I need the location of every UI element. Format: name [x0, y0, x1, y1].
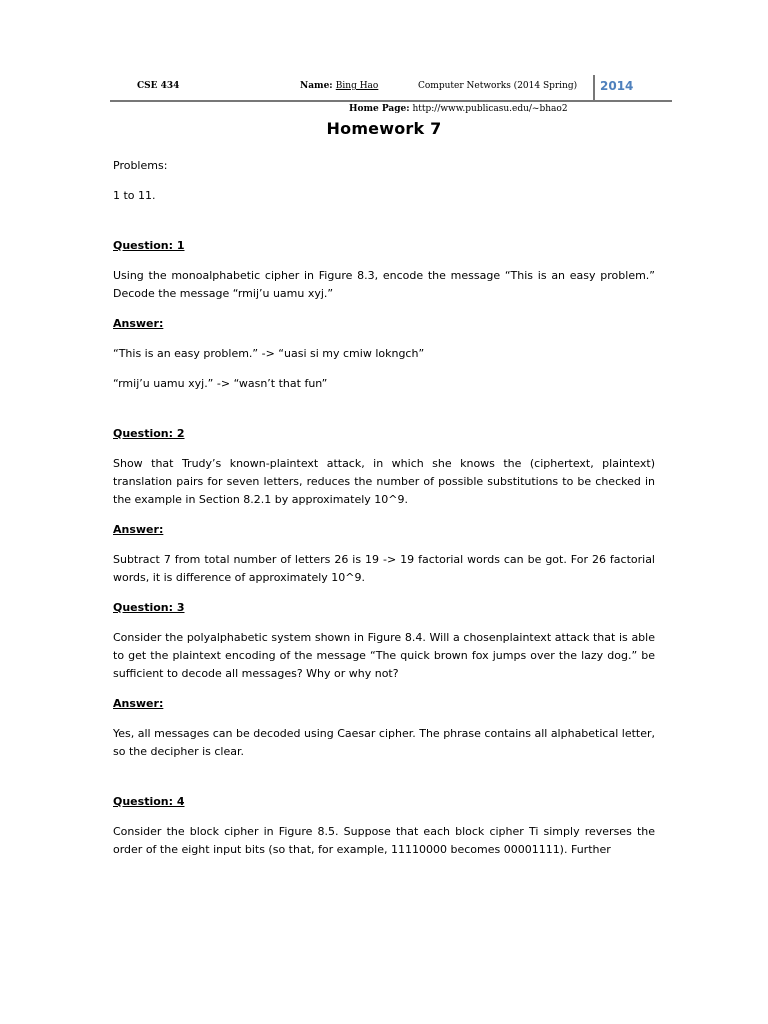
answer-2-label: Answer:	[113, 523, 164, 536]
answer-2-line: Subtract 7 from total number of letters 26 is 19 -> 19 factorial words can be got. For 26 factorial words, it is difference of approximately 10^9.	[113, 553, 655, 584]
question-4-text: Consider the block cipher in Figure 8.5. Suppose that each block cipher Ti simply reverses the order of the eight input bits (so that, for example, 11110000 becomes 00001111). Further	[113, 825, 655, 856]
problems-label: Problems:	[113, 159, 168, 172]
question-3-heading: Question: 3	[113, 601, 185, 614]
question-2-text: Show that Trudy’s known-plaintext attack, in which she knows the (ciphertext, plaintext) translation pairs for seven letters, reduces the number of possible substitutions to be checked in the example in Section 8.2.1 by approximately 10^9.	[113, 457, 655, 506]
header-rule	[110, 100, 672, 102]
question-2-heading: Question: 2	[113, 427, 185, 440]
author-name	[300, 81, 378, 91]
name-label: Name:	[300, 81, 333, 91]
page-header	[110, 72, 672, 102]
question-1-heading: Question: 1	[113, 239, 185, 252]
homepage-url[interactable]: http://www.publicasu.edu/~bhao2	[412, 104, 568, 114]
answer-3-line: Yes, all messages can be decoded using Caesar cipher. The phrase contains all alphabetical letter, so the decipher is clear.	[113, 727, 656, 758]
document-body	[113, 157, 655, 859]
course-title: Computer Networks (2014 Spring)	[418, 81, 578, 91]
page-title: Homework 7	[326, 119, 442, 138]
homepage-label: Home Page:	[349, 104, 410, 114]
problems-range: 1 to 11.	[113, 189, 156, 202]
name-value: Bing Hao	[335, 81, 379, 91]
header-year: 2014	[600, 79, 634, 93]
question-3-text: Consider the polyalphabetic system shown in Figure 8.4. Will a chosenplaintext attack that is able to get the plaintext encoding of the message “The quick brown fox jumps over the lazy dog.” be sufficient to decode all messages? Why or why not?	[113, 631, 655, 680]
answer-1-line: “This is an easy problem.” -> “uasi si my cmiw lokngch”	[113, 347, 425, 360]
question-1-text: Using the monoalphabetic cipher in Figure 8.3, encode the message “This is an easy problem.” Decode the message “rmij’u uamu xyj.”	[113, 269, 655, 300]
question-4-heading: Question: 4	[113, 795, 185, 808]
homepage-line	[349, 104, 568, 114]
course-code: CSE 434	[137, 81, 180, 91]
answer-3-label: Answer:	[113, 697, 164, 710]
header-divider	[593, 75, 595, 101]
answer-1-label: Answer:	[113, 317, 164, 330]
answer-1-line: “rmij’u uamu xyj.” -> “wasn’t that fun”	[113, 377, 328, 390]
